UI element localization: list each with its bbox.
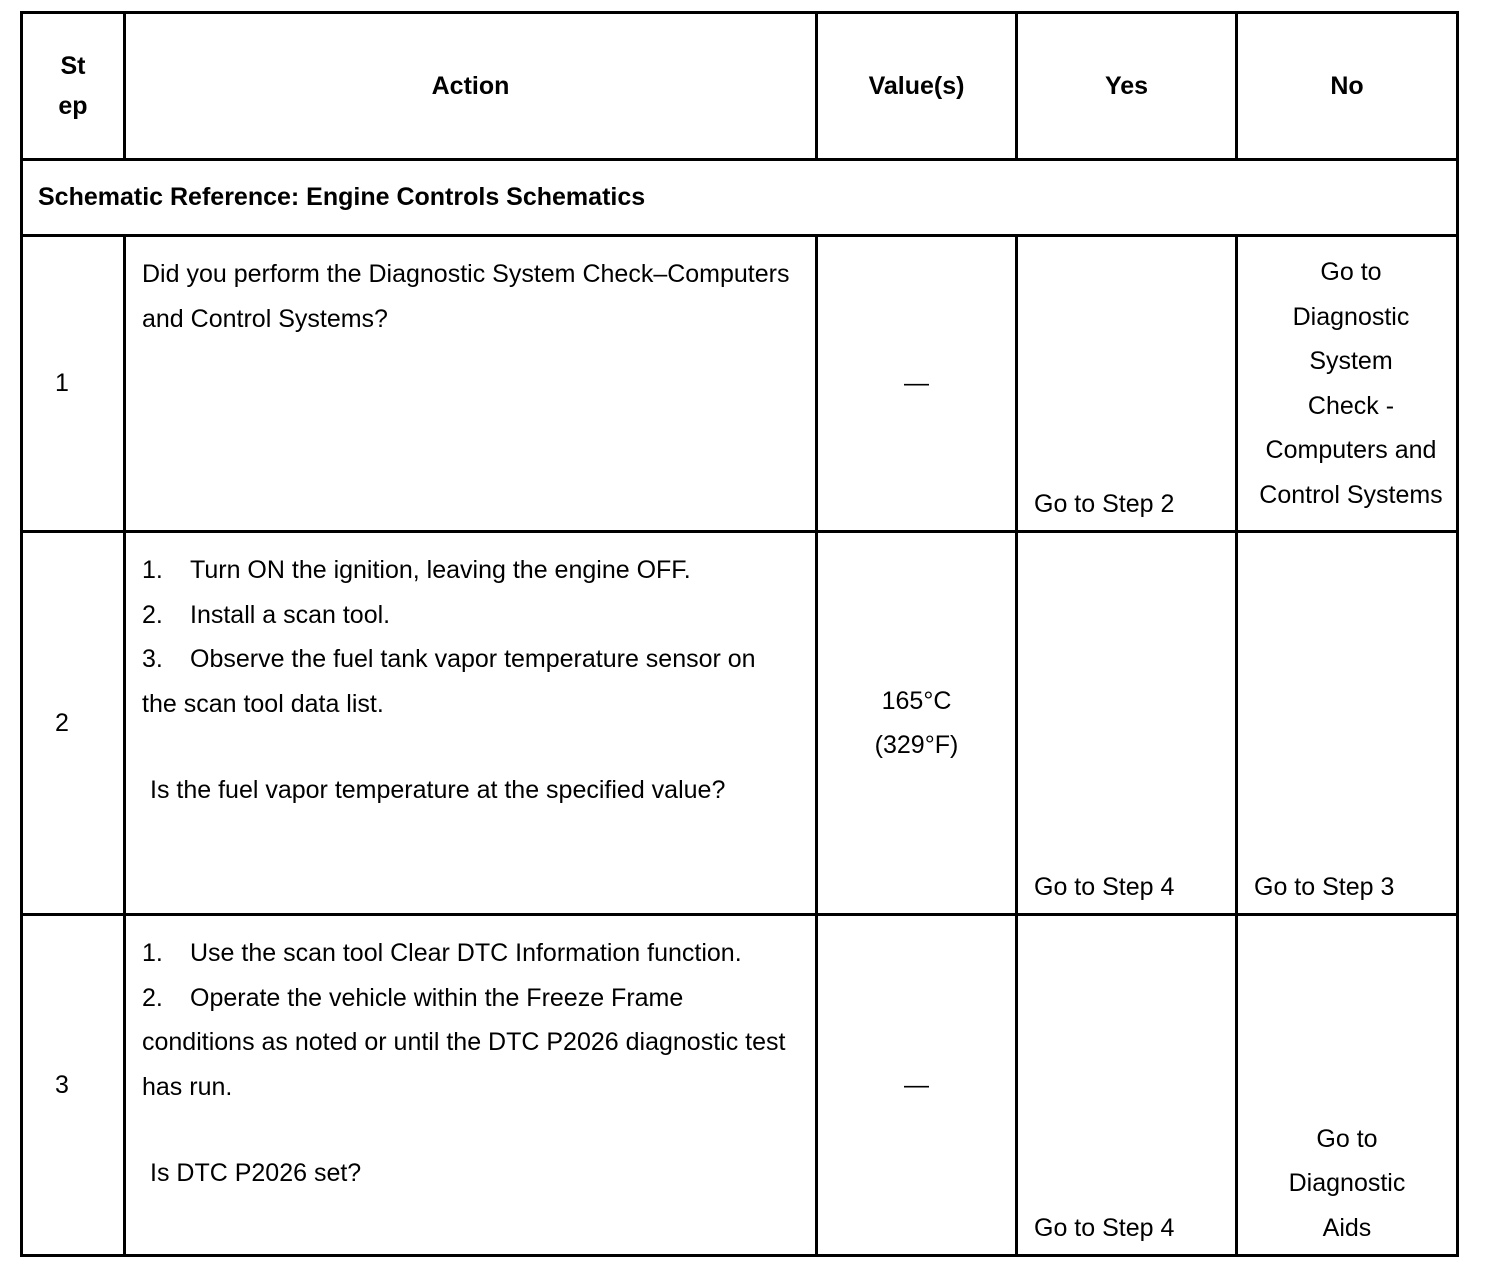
yes-cell: Go to Step 4 <box>1017 532 1237 915</box>
value-cell: — <box>817 915 1017 1256</box>
action-item-number: 2. <box>142 983 163 1012</box>
action-item-text: Observe the fuel tank vapor temperature sensor on the scan tool data list. <box>142 645 756 718</box>
no-line: Go to <box>1316 1124 1378 1153</box>
action-item-number: 3. <box>142 645 163 673</box>
schematic-reference: Schematic Reference: Engine Controls Schematics <box>22 160 1458 236</box>
action-item-text: Use the scan tool Clear DTC Information function. <box>190 939 742 967</box>
action-question: Is DTC P2026 set? <box>150 1159 362 1187</box>
value-cell <box>817 532 1017 915</box>
schematic-reference-row <box>22 160 1458 236</box>
no-line: Diagnostic <box>1288 1169 1406 1197</box>
no-line: Computers and <box>1265 436 1437 464</box>
yes-cell: Go to Step 4 <box>1017 915 1237 1256</box>
action-item-number: 1. <box>142 556 163 584</box>
header-yes: Yes <box>1017 13 1237 160</box>
action-item-text: Operate the vehicle within the Freeze Frame conditions as noted or until the DTC P2026 diagnostic test has run. <box>142 983 786 1101</box>
action-cell <box>125 915 817 1256</box>
no-line: System <box>1309 347 1393 375</box>
header-step-line2: ep <box>58 92 88 120</box>
table-row <box>22 915 1458 1256</box>
action-item-text: Install a scan tool. <box>190 600 391 629</box>
no-line: Aids <box>1322 1213 1372 1242</box>
no-cell <box>1237 915 1458 1256</box>
action-item-number: 2. <box>142 600 163 629</box>
no-cell: Go to Step 3 <box>1237 532 1458 915</box>
action-item <box>142 931 795 976</box>
action-question: Is the fuel vapor temperature at the specified value? <box>150 776 726 804</box>
no-line: Control Systems <box>1259 480 1443 509</box>
action-item <box>142 548 795 593</box>
action-text: Did you perform the Diagnostic System Check–Computers and Control Systems? <box>125 236 817 532</box>
header-values: Value(s) <box>817 13 1017 160</box>
value-cell: — <box>817 236 1017 532</box>
action-item-text: Turn ON the ignition, leaving the engine OFF. <box>190 556 691 584</box>
value-line: (329°F) <box>874 731 959 759</box>
step-number: 3 <box>22 915 125 1256</box>
diagnostic-table <box>20 11 1459 1257</box>
action-item <box>142 637 795 726</box>
header-action: Action <box>125 13 817 160</box>
action-item <box>142 593 795 638</box>
header-step <box>22 13 125 160</box>
no-line: Check - <box>1307 391 1395 420</box>
action-item-number: 1. <box>142 939 163 967</box>
no-line: Go to <box>1320 258 1382 286</box>
action-item <box>142 976 795 1110</box>
no-line: Diagnostic <box>1292 302 1410 331</box>
step-number: 1 <box>22 236 125 532</box>
value-line: 165°C <box>881 686 952 715</box>
yes-cell: Go to Step 2 <box>1017 236 1237 532</box>
header-no: No <box>1237 13 1458 160</box>
step-number: 2 <box>22 532 125 915</box>
action-cell <box>125 532 817 915</box>
no-cell <box>1237 236 1458 532</box>
table-row <box>22 236 1458 532</box>
table-row <box>22 532 1458 915</box>
header-row <box>22 13 1458 160</box>
header-step-line1: St <box>60 52 86 80</box>
